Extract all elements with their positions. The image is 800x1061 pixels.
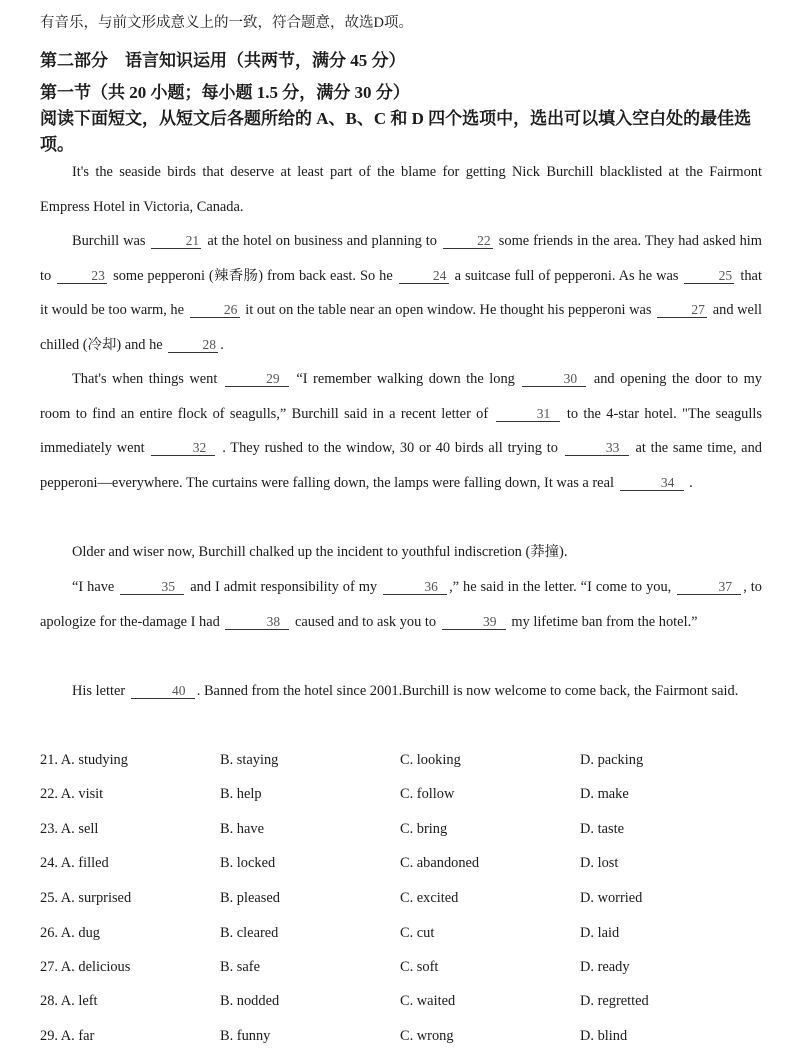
- blank-32: 32: [151, 440, 215, 456]
- paragraph-text: at the same time, and pepperoni—everywhere. The curtains were falling down, the lamps were falling down, It was a real: [40, 440, 762, 491]
- blank-34: 34: [620, 475, 684, 491]
- passage-paragraph-2: [40, 224, 762, 362]
- blank-26: 26: [190, 302, 240, 318]
- paragraph-text: Burchill was: [72, 233, 146, 249]
- option-d: D. laid: [580, 925, 620, 941]
- paragraph-text: ,” he said in the letter. “I come to you,: [449, 579, 672, 595]
- paragraph-text: “I have: [72, 579, 115, 595]
- blank-28: 28: [168, 337, 218, 353]
- paragraph-text: a suitcase full of pepperoni. As he was: [454, 267, 679, 284]
- option-a: 26. A. dug: [40, 925, 100, 941]
- option-c: C. follow: [400, 786, 455, 802]
- option-a: 22. A. visit: [40, 786, 104, 802]
- instructions: 阅读下面短文，从短文后各题所给的 A、B、C 和 D 四个选项中，选出可以填入空白处的最佳选项。: [40, 109, 752, 154]
- paragraph-text: some pepperoni (辣香肠) from back east. So he: [113, 267, 393, 284]
- passage-paragraph-5: [40, 570, 762, 639]
- option-c: C. soft: [400, 959, 439, 975]
- option-b: B. help: [220, 786, 262, 802]
- passage-paragraph-6: [40, 674, 762, 709]
- paragraph-text: , to apologize for the-damage I had: [40, 579, 762, 630]
- part-title: 第二部分 语言知识运用（共两节，满分 45 分）: [40, 51, 406, 70]
- option-d: D. packing: [580, 752, 644, 768]
- paragraph-text: That's when things went: [72, 371, 218, 387]
- option-c: C. abandoned: [400, 855, 480, 871]
- blank-33: 33: [565, 440, 629, 456]
- question-row: [40, 786, 760, 810]
- blank-24: 24: [399, 268, 449, 284]
- option-a: 27. A. delicious: [40, 959, 131, 975]
- blank-29: 29: [225, 371, 289, 387]
- option-c: C. cut: [400, 925, 435, 941]
- paragraph-text: .: [220, 336, 224, 353]
- paragraph-text: it out on the table near an open window. He thought his pepperoni was: [245, 302, 652, 319]
- blank-35: 35: [120, 579, 184, 595]
- paragraph-text: at the hotel on business and planning to: [207, 233, 437, 249]
- passage-paragraph-3: [40, 362, 762, 500]
- option-a: 23. A. sell: [40, 821, 99, 837]
- option-c: C. waited: [400, 993, 456, 1009]
- blank-27: 27: [657, 302, 707, 318]
- paragraph-text: . Banned from the hotel since 2001.Burchill is now welcome to come back, the Fairmont said.: [196, 683, 739, 699]
- option-b: B. funny: [220, 1028, 271, 1044]
- paragraph-text: caused and to ask you to: [295, 613, 437, 630]
- blank-37: 37: [677, 579, 741, 595]
- option-a: 28. A. left: [40, 993, 98, 1009]
- blank-30: 30: [522, 371, 586, 387]
- option-d: D. make: [580, 786, 629, 802]
- blank-22: 22: [443, 233, 493, 249]
- option-d: D. taste: [580, 821, 624, 837]
- option-d: D. worried: [580, 890, 643, 906]
- previous-answer-note: 有音乐，与前文形成意义上的一致，符合题意，故选D项。: [40, 15, 413, 31]
- question-row: [40, 752, 760, 776]
- option-b: B. have: [220, 821, 264, 837]
- paragraph-text: that it would be too warm, he: [40, 267, 762, 319]
- option-c: C. looking: [400, 752, 461, 768]
- option-c: C. excited: [400, 890, 459, 906]
- option-b: B. cleared: [220, 925, 279, 941]
- paragraph-text: His letter: [72, 683, 126, 699]
- option-a: 24. A. filled: [40, 855, 109, 871]
- blank-31: 31: [496, 406, 560, 422]
- paragraph-text: . They rushed to the window, 30 or 40 birds all trying to: [222, 440, 558, 457]
- option-c: C. wrong: [400, 1028, 454, 1044]
- blank-25: 25: [684, 268, 734, 284]
- option-b: B. pleased: [220, 890, 280, 906]
- passage-paragraph-1: It's the seaside birds that deserve at least part of the blame for getting Nick Burchill blacklisted at the Fairmont Empress Hotel in Victoria, Canada.: [40, 164, 762, 215]
- option-d: D. lost: [580, 855, 619, 871]
- paragraph-text: “I remember walking down the long: [296, 371, 515, 387]
- question-row: [40, 959, 760, 983]
- option-a: 29. A. far: [40, 1028, 95, 1044]
- question-row: [40, 890, 760, 914]
- paragraph-text: and I admit responsibility of my: [190, 579, 378, 595]
- section-title: 第一节（共 20 小题；每小题 1.5 分，满分 30 分）: [40, 83, 410, 102]
- question-row: [40, 1028, 760, 1052]
- blank-21: 21: [151, 233, 201, 249]
- question-row: [40, 855, 760, 879]
- blank-40: 40: [131, 683, 195, 699]
- blank-36: 36: [383, 579, 447, 595]
- paragraph-text: some friends in the area. They had asked him to: [40, 233, 762, 284]
- option-a: 25. A. surprised: [40, 890, 132, 906]
- option-b: B. nodded: [220, 993, 280, 1009]
- paragraph-text: my lifetime ban from the hotel.”: [511, 613, 698, 630]
- option-b: B. staying: [220, 752, 279, 768]
- passage-paragraph-4: Older and wiser now, Burchill chalked up the incident to youthful indiscretion (莽撞).: [72, 544, 568, 560]
- blank-39: 39: [442, 614, 506, 630]
- option-d: D. blind: [580, 1028, 628, 1044]
- blank-38: 38: [225, 614, 289, 630]
- paragraph-text: to the 4-star hotel. "The seagulls immediately went: [40, 405, 762, 457]
- option-d: D. ready: [580, 959, 630, 975]
- option-c: C. bring: [400, 821, 448, 837]
- paragraph-text: and well chilled (冷却) and he: [40, 302, 762, 353]
- paragraph-text: and opening the door to my room to find an entire flock of seagulls,” Burchill said in a recent letter of: [40, 371, 762, 422]
- question-row: [40, 993, 760, 1017]
- paragraph-text: .: [689, 474, 693, 491]
- question-row: [40, 925, 760, 949]
- option-a: 21. A. studying: [40, 752, 128, 768]
- blank-23: 23: [57, 268, 107, 284]
- option-b: B. safe: [220, 959, 260, 975]
- option-d: D. regretted: [580, 993, 649, 1009]
- option-b: B. locked: [220, 855, 276, 871]
- question-row: [40, 821, 760, 845]
